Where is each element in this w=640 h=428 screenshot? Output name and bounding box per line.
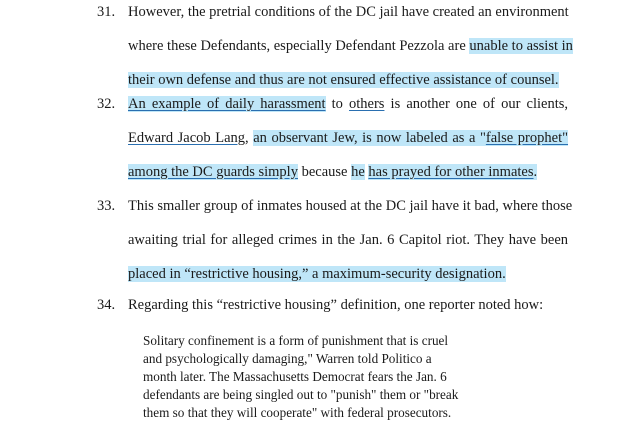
paragraph-line bbox=[128, 130, 568, 147]
highlighted-text: An example of daily harassment bbox=[128, 96, 326, 112]
highlighted-text: has prayed for other inmates bbox=[368, 164, 534, 180]
text-segment: others bbox=[349, 96, 385, 112]
paragraph-number: 32. bbox=[97, 96, 116, 112]
quote-line: them so that they will cooperate" with federal prosecutors. bbox=[143, 405, 452, 420]
paragraph-line bbox=[128, 297, 543, 314]
highlighted-text: unable to assist in bbox=[469, 38, 573, 54]
quote-line: defendants are being singled out to "punish" them or "break bbox=[143, 387, 459, 402]
paragraph-number: 33. bbox=[97, 198, 116, 214]
highlighted-text: false prophet" bbox=[485, 130, 569, 146]
quote-line: month later. The Massachusetts Democrat fears the Jan. 6 bbox=[143, 369, 447, 384]
highlighted-text: an observant Jew, is now labeled as a " bbox=[253, 130, 486, 146]
paragraph-number: 34. bbox=[97, 297, 116, 313]
paragraph-line bbox=[128, 72, 559, 89]
text-segment: This smaller group of inmates housed at the DC jail have it bad, where those bbox=[128, 198, 573, 214]
highlighted-text: their own defense and thus are not ensured effective assistance of counsel. bbox=[128, 72, 559, 88]
paragraph-line bbox=[128, 38, 573, 55]
text-segment: Edward Jacob Lang bbox=[128, 130, 246, 146]
text-segment: awaiting trial for alleged crimes in the Jan. 6 Capitol riot. They have been bbox=[128, 232, 568, 248]
highlighted-text: he bbox=[351, 164, 365, 180]
paragraph-line bbox=[128, 198, 572, 215]
text-segment: to bbox=[325, 96, 350, 112]
paragraph-line bbox=[128, 164, 537, 181]
paragraph-number: 31. bbox=[97, 4, 116, 20]
highlighted-text: among the DC guards simply bbox=[128, 164, 298, 180]
highlighted-text: placed in “restrictive housing,” a maximum-security designation. bbox=[128, 266, 506, 282]
paragraph-line bbox=[128, 4, 569, 21]
text-segment: However, the pretrial conditions of the DC jail have created an environment bbox=[128, 4, 569, 20]
highlighted-text: . bbox=[533, 164, 538, 180]
quote-line: Solitary confinement is a form of punishment that is cruel bbox=[143, 333, 449, 348]
text-segment: because bbox=[297, 164, 352, 180]
paragraph-line bbox=[128, 266, 506, 283]
block-quote bbox=[143, 332, 503, 422]
paragraph-line bbox=[128, 96, 568, 113]
text-segment: is another one of our clients, bbox=[384, 96, 569, 112]
quote-line: and psychologically damaging," Warren told Politico a bbox=[143, 351, 432, 366]
text-segment: Regarding this “restrictive housing” definition, one reporter noted how: bbox=[128, 297, 544, 313]
paragraph-line bbox=[128, 232, 568, 249]
text-segment: where these Defendants, especially Defendant Pezzola are bbox=[128, 38, 470, 54]
text-segment: , bbox=[245, 130, 254, 146]
